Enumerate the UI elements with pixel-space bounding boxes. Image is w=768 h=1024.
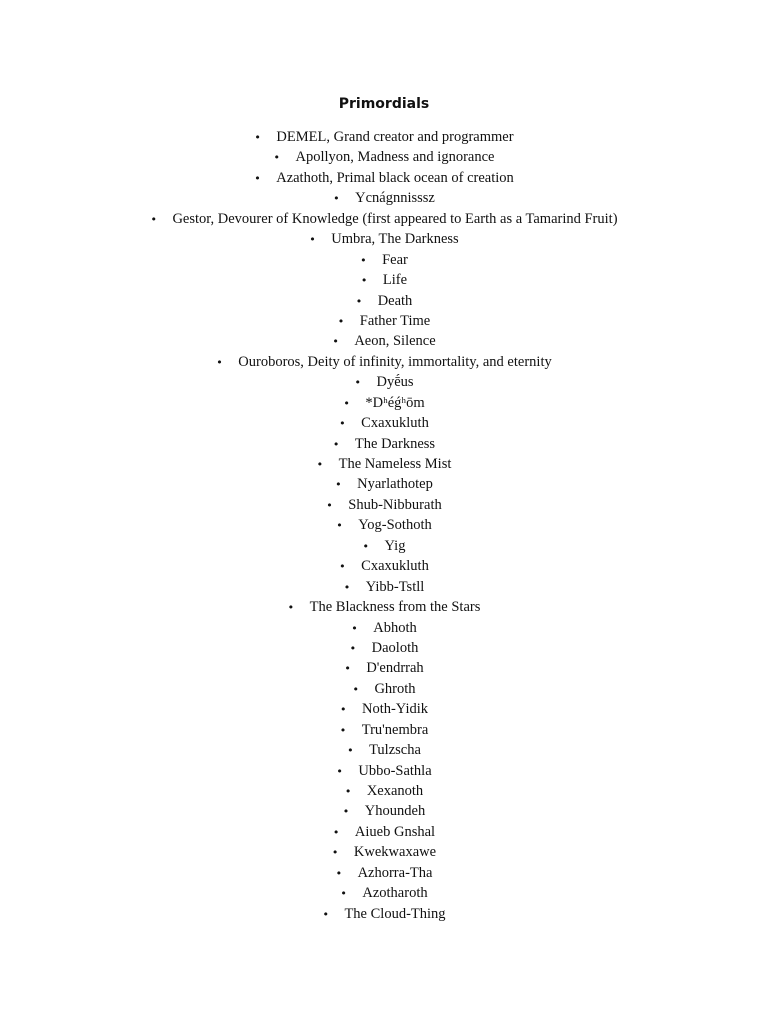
list-item-text: Tru'nembra — [361, 721, 429, 738]
bullet-icon: • — [354, 376, 361, 390]
list-item-text: The Blackness from the Stars — [309, 599, 481, 616]
list-item — [0, 250, 768, 270]
bullet-icon: • — [362, 539, 370, 553]
list-item — [0, 883, 768, 903]
bullet-icon: • — [344, 662, 351, 676]
list-item-text: Azotharoth — [362, 885, 428, 902]
list-item — [0, 863, 768, 883]
bullet-icon: • — [309, 233, 316, 247]
list-item — [0, 147, 768, 167]
list-item — [0, 434, 768, 454]
bullet-icon: • — [339, 417, 346, 431]
bullet-icon: • — [340, 887, 347, 901]
list-item — [0, 597, 768, 617]
bullet-icon: • — [339, 560, 346, 574]
bullet-icon: • — [355, 294, 363, 308]
list-item — [0, 270, 768, 290]
bullet-icon: • — [343, 580, 351, 594]
bullet-icon: • — [333, 192, 340, 206]
bullet-icon: • — [335, 478, 342, 492]
list-item — [0, 168, 768, 188]
bullet-icon: • — [254, 171, 261, 185]
list-item — [0, 556, 768, 576]
list-item — [0, 188, 768, 208]
list-item — [0, 781, 768, 801]
list-item-text: The Cloud-Thing — [344, 905, 446, 922]
list-item-text: DEMEL, Grand creator and programmer — [276, 129, 514, 145]
list-item-text: Kwekwaxawe — [353, 844, 437, 861]
bullet-icon: • — [326, 498, 333, 512]
list-item-text: Azathoth, Primal black ocean of creation — [276, 169, 514, 186]
list-item — [0, 842, 768, 862]
bullet-icon: • — [332, 335, 339, 349]
list-item — [0, 372, 768, 392]
list-item-text: The Darkness — [354, 435, 436, 452]
list-item-text: Yhoundeh — [364, 803, 426, 820]
bullet-icon: • — [339, 703, 347, 717]
list-item — [0, 740, 768, 760]
page-title: Primordials — [338, 96, 430, 112]
list-item-text: Dyḗus — [376, 374, 414, 391]
bullet-icon: • — [287, 601, 295, 615]
list-item-text: Abhoth — [373, 619, 417, 636]
bullet-icon: • — [352, 682, 359, 696]
list-item-text: Ubbo-Sathla — [358, 762, 432, 779]
list-item — [0, 331, 768, 351]
bullet-icon: • — [150, 212, 157, 226]
list-item-text: Yig — [384, 537, 406, 554]
list-item-text: Life — [382, 272, 408, 289]
list-item — [0, 720, 768, 740]
list-item — [0, 474, 768, 494]
list-item-text: Daoloth — [371, 639, 419, 656]
list-item — [0, 577, 768, 597]
list-item — [0, 618, 768, 638]
list-item — [0, 495, 768, 515]
bullet-icon: • — [343, 396, 350, 410]
list-item-text: Fear — [382, 251, 408, 268]
list-item — [0, 904, 768, 924]
bullet-icon: • — [322, 907, 329, 921]
list-item — [0, 413, 768, 433]
list-item-text: Cxaxukluth — [361, 415, 429, 432]
list-item-text: Aiueb Gnshal — [354, 823, 436, 840]
list-item-text: Nyarlathotep — [357, 476, 433, 493]
bullet-icon: • — [339, 723, 347, 737]
list-item — [0, 638, 768, 658]
list-item — [0, 352, 768, 372]
bullet-icon: • — [351, 621, 358, 635]
bullet-icon: • — [344, 785, 352, 798]
bullet-icon: • — [342, 805, 350, 819]
bullet-icon: • — [254, 131, 261, 144]
list-item — [0, 229, 768, 249]
bullet-icon: • — [337, 314, 345, 328]
list-item-text: Death — [377, 292, 413, 309]
list-item-text: Ouroboros, Deity of infinity, immortality, and eternity — [238, 353, 552, 370]
list-item-text: Azhorra-Tha — [357, 864, 433, 881]
list-item-text: Noth-Yidik — [361, 701, 429, 718]
list-item-text: Father Time — [359, 312, 431, 329]
list-item-text: Aeon, Silence — [354, 333, 436, 350]
list-item — [0, 209, 768, 229]
list-item-text: Yog-Sothoth — [358, 517, 432, 534]
list-item — [0, 311, 768, 331]
list-item-text: D'endrrah — [366, 660, 424, 677]
list-item-text: Umbra, The Darkness — [331, 231, 459, 248]
list-item-text: Ghroth — [374, 680, 416, 697]
list-item — [0, 515, 768, 535]
bullet-icon: • — [360, 274, 368, 288]
bullet-icon: • — [273, 151, 281, 165]
list-item — [0, 801, 768, 821]
list-item-text: Ycnágnnisssz — [355, 190, 435, 207]
list-item — [0, 127, 768, 147]
bullet-icon: • — [360, 253, 367, 267]
bullet-icon: • — [336, 764, 343, 778]
bullet-icon: • — [316, 458, 324, 471]
bullet-icon: • — [349, 641, 357, 655]
list-item-text: Gestor, Devourer of Knowledge (first appeared to Earth as a Tamarind Fruit) — [172, 210, 618, 227]
bullet-icon: • — [332, 437, 340, 451]
bullet-icon: • — [335, 866, 343, 880]
bullet-icon: • — [347, 744, 354, 758]
list-item — [0, 291, 768, 311]
list-item-text: Yibb-Tstll — [365, 578, 425, 595]
list-item — [0, 822, 768, 842]
list-item — [0, 699, 768, 719]
list-item-text: The Nameless Mist — [338, 456, 452, 472]
list-item-text: Apollyon, Madness and ignorance — [295, 149, 495, 166]
list-item-text: *Dʰéǵʰōm — [365, 394, 425, 411]
primordials-list — [0, 127, 768, 924]
bullet-icon: • — [331, 846, 339, 860]
list-item-text: Xexanoth — [366, 783, 424, 799]
list-item-text: Tulzscha — [369, 742, 421, 759]
list-item — [0, 393, 768, 413]
list-item-text: Cxaxukluth — [361, 558, 429, 575]
bullet-icon: • — [216, 355, 223, 369]
list-item — [0, 536, 768, 556]
list-item-text: Shub-Nibburath — [348, 496, 442, 513]
list-item — [0, 454, 768, 474]
bullet-icon: • — [336, 519, 343, 533]
list-item — [0, 658, 768, 678]
list-item — [0, 679, 768, 699]
bullet-icon: • — [332, 825, 340, 839]
list-item — [0, 761, 768, 781]
